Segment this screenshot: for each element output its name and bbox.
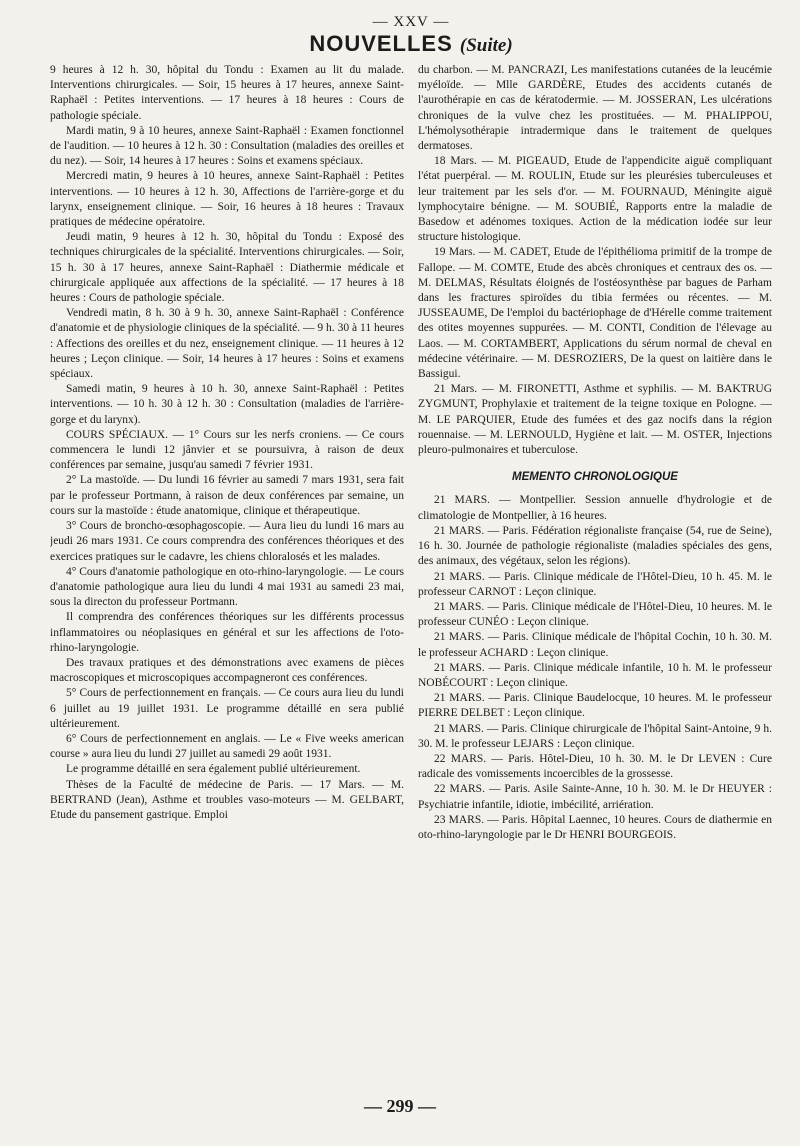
memento-entry: 22 MARS. — Paris. Asile Sainte-Anne, 10 h. 30. M. le Dr HEUYER : Psychiatrie infantile, idiotie, imbécilité, arriération. — [418, 783, 772, 811]
memento-entry: 21 MARS. — Paris. Clinique médicale de l'hôpital Cochin, 10 h. 30. M. le professeur ACHARD : Leçon clinique. — [418, 631, 772, 659]
paragraph: 3° Cours de broncho-œsophagoscopie. — Aura lieu du lundi 16 mars au jeudi 26 mars 1931. Ce cours comprendra des conférences théoriques et des exercices pratiques sur le cadavre, les chiens chloralosés et les malades. — [50, 520, 404, 563]
memento-entry: 21 MARS. — Paris. Clinique chirurgicale de l'hôpital Saint-Antoine, 9 h. 30. M. le professeur LEJARS : Leçon clinique. — [418, 722, 772, 750]
title-suite: (Suite) — [459, 35, 513, 56]
text-columns — [50, 63, 772, 1068]
left-column — [50, 63, 404, 1068]
paragraph: Il comprendra des conférences théoriques sur les différents processus inflammatoires ou néoplasiques en général et sur les affections de l'oto-rhino-laryngologie. — [50, 611, 404, 654]
paragraph: Mercredi matin, 9 heures à 10 heures, annexe Saint-Raphaël : Petites interventions. — 10 heures à 12 h. 30, Affections de l'arrière-gorge et du larynx, enseignement clinique. — Soir, 16 heures à 18 heures : Travaux pratiques de médecine opératoire. — [50, 170, 404, 229]
paragraph: COURS SPÉCIAUX. — 1° Cours sur les nerfs croniens. — Ce cours commencera le lundi 12 jânvier et se poursuivra, à raison de deux conférences par semaine, jusqu'au samedi 7 février 1931. — [50, 428, 404, 472]
paragraph: 18 Mars. — M. PIGEAUD, Etude de l'appendicite aiguë compliquant l'état puerpéral. — M. ROULIN, Etude sur les pleurésies tuberculeuses et leur traitement par les sels d'or. — M. FOURNAUD, Méningite aiguë lymphocytaire bénigne. — M. SOUBIÉ, Rapports entre la maladie de Basedow et adénomes toxiques. Action de la médication iodée sur leur structure histologique. — [418, 155, 772, 244]
memento-entry: 21 MARS. — Paris. Clinique médicale de l'Hôtel-Dieu, 10 heures. M. le professeur CUNÉO : Leçon clinique. — [418, 600, 772, 629]
paragraph: 5° Cours de perfectionnement en français. — Ce cours aura lieu du lundi 6 juillet au 19 juillet 1931. Le programme détaillé en sera publié ultérieurement. — [50, 687, 404, 730]
memento-entry: 22 MARS. — Paris. Hôtel-Dieu, 10 h. 30. M. le Dr LEVEN : Cure radicale des vomissements incoercibles de la grossesse. — [418, 752, 772, 781]
memento-entry: 21 MARS. — Paris. Clinique Baudelocque, 10 heures. M. le professeur PIERRE DELBET : Leçon clinique. — [418, 692, 772, 720]
paragraph: Le programme détaillé en sera également publié ultérieurement. — [66, 763, 361, 776]
paragraph: 21 Mars. — M. FIRONETTI, Asthme et syphilis. — M. BAKTRUG ZYGMUNT, Prophylaxie et traitement de la teigne toxique en Pologne. — M. LE PARQUIER, Etude des fumées et des gaz nocifs dans la région rouennaise. — M. LERNOULD, Hygiène et lait. — M. OSTER, Injections pleuro-pulmonaires et tuberculose. — [418, 383, 772, 457]
paragraph: 2° La mastoïde. — Du lundi 16 février au samedi 7 mars 1931, sera fait par le professeur Portmann, à raison de deux conférences par semaine, un cours sur la mastoïde : étude anatomique, clinique et thérapeutique. — [50, 474, 404, 517]
memento-entry: 21 MARS. — Paris. Clinique médicale infantile, 10 h. M. le professeur NOBÉCOURT : Leçon clinique. — [418, 661, 772, 689]
paragraph: Vendredi matin, 8 h. 30 à 9 h. 30, annexe Saint-Raphaël : Conférence d'anatomie et de physiologie cliniques de la spécialité. — 9 h. 30 à 11 heures : Affections des oreilles et du nez, enseignement clinique. — 11 heures à 12 heures ; Leçon clinique. — Soir, 14 heures à 17 heures : Soins et examens spéciaux. — [50, 307, 404, 381]
paragraph: Jeudi matin, 9 heures à 12 h. 30, hôpital du Tondu : Exposé des techniques chirurgicales de la spécialité. Interventions chirurgicales. — Soir, 15 h. 30 à 17 heures, annexe Saint-Raphaël : Diathermie médicale et chirurgicale appliquée aux affections de la spécialité. — 17 heures à 18 heures : Cours de pathologie spéciale. — [50, 231, 404, 305]
paragraph: 6° Cours de perfectionnement en anglais. — Le « Five weeks american course » aura lieu du lundi 27 juillet au samedi 29 août 1931. — [50, 732, 404, 761]
right-column — [418, 63, 772, 1068]
title-text: NOUVELLES — [309, 31, 453, 56]
paragraph: Samedi matin, 9 heures à 10 h. 30, annexe Saint-Raphaël : Petites interventions. — 10 h. 30 à 12 h. 30 : Consultation (maladies de l'arrière-gorge et du larynx). — [50, 383, 404, 426]
memento-entry: 23 MARS. — Paris. Hôpital Laennec, 10 heures. Cours de diathermie en oto-rhino-laryngologie par le Dr HENRI BOURGEOIS. — [418, 813, 772, 841]
memento-entry: 21 MARS. — Paris. Fédération régionaliste française (54, rue de Seine), 16 h. 30. Journée de pathologie régionaliste (maladies spéciales des gens, des animaux, des végétaux, selon les régions). — [418, 524, 772, 568]
paragraph: Des travaux pratiques et des démonstrations avec examens de pièces macroscopiques et microscopiques accompagneront ces conférences. — [50, 656, 404, 685]
paragraph: 9 heures à 12 h. 30, hôpital du Tondu : Examen au lit du malade. Interventions chirurgicales. — Soir, 15 heures à 17 heures, annexe Saint-Raphaël : Petites interventions. — 17 heures à 18 heures : Cours de pathologie spéciale. — [50, 64, 404, 122]
memento-entry: 21 MARS. — Paris. Clinique médicale de l'Hôtel-Dieu, 10 h. 45. M. le professeur CARNOT : Leçon clinique. — [418, 570, 772, 598]
paragraph: Thèses de la Faculté de médecine de Paris. — 17 Mars. — M. BERTRAND (Jean), Asthme et troubles vaso-moteurs — M. GELBART, Etude du pansement gastrique. Emploi — [50, 778, 404, 821]
section-heading: MEMENTO CHRONOLOGIQUE — [512, 471, 678, 484]
section-roman-number: — XXV — — [372, 14, 450, 30]
memento-entry: 21 MARS. — Montpellier. Session annuelle d'hydrologie et de climatologie de Montpellier, à 16 heures. — [418, 494, 772, 522]
paragraph: 19 Mars. — M. CADET, Etude de l'épithélioma primitif de la trompe de Fallope. — M. COMTE, Etude des abcès chroniques et centraux des os. — M. DELMAS, Résultats éloignés de l'ostéosynthèse par bagues de Parham dans les fractures spiroïdes du tibia fermées ou récentes. — M. JUSSEAUME, De l'emploi du bactériophage de d'Hérelle comme traitement des otites moyennes suppurées. — M. CONTI, Condition de l'élevage au Laos. — M. CORTAMBERT, Applications du sérum normal de cheval en médecine vétérinaire. — M. DESROZIERS, De la quest on laitière dans le Bassigui. — [418, 246, 772, 381]
page-title — [50, 31, 772, 57]
page-number: — 299 — — [364, 1096, 436, 1116]
paragraph: 4° Cours d'anatomie pathologique en oto-rhino-laryngologie. — Le cours d'anatomie pathologique aura lieu du lundi 4 mai 1931 au samedi 23 mai, sous la directon du professeur Portmann. — [50, 565, 404, 609]
paragraph: du charbon. — M. PANCRAZI, Les manifestations cutanées de la leucémie myéloïde. — Mlle GARDÈRE, Etudes des accidents cutanés de l'aurothérapie en cas de kératodermie. — M. JOSSERAN, Les ulcérations chroniques de la vulve chez les prostituées. — M. PHALIPPOU, L'hémolysothérapie intradermique dans le traitement de quelques dermatoses. — [418, 64, 772, 153]
paragraph: Mardi matin, 9 à 10 heures, annexe Saint-Raphaël : Examen fonctionnel de l'audition. — 10 heures à 12 h. 30 : Consultation (maladies des oreilles et du nez). — Soir, 14 heures à 17 heures : Soins et examens spéciaux. — [50, 124, 404, 168]
